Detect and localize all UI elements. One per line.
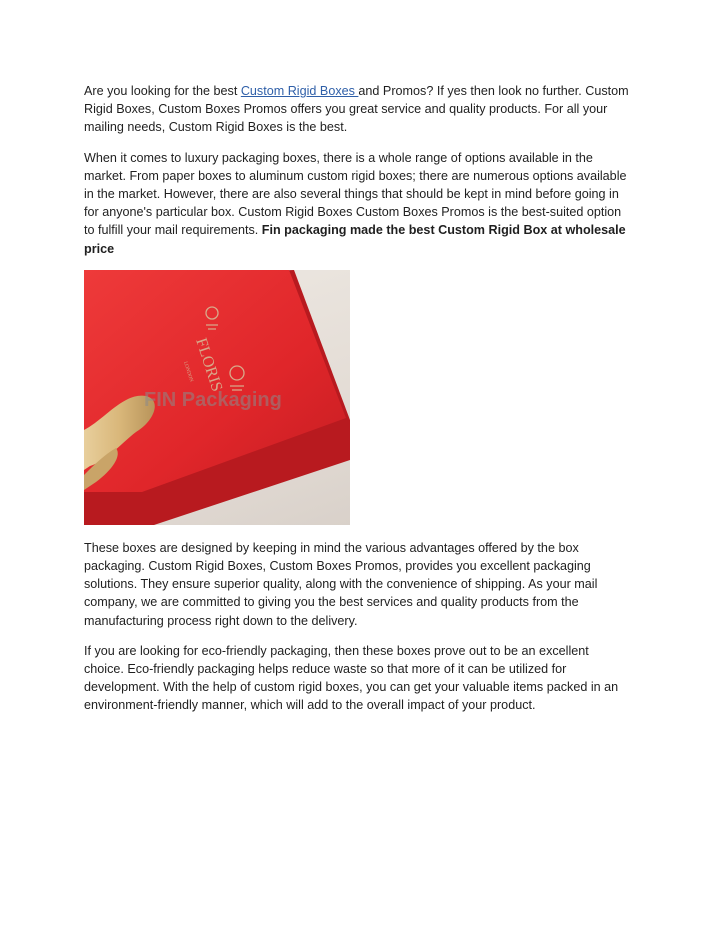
box-brand-text: FLORIS <box>192 335 226 394</box>
fin-packaging-bold-text: Fin packaging made the best Custom Rigid Box at wholesale price <box>84 223 626 256</box>
paragraph-advantages: These boxes are designed by keeping in mind the various advantages offered by the box packaging. Custom Rigid Boxes, Custom Boxes Promos, provides you excellent packaging solutions. They ensure superior quality, along with the convenience of shipping. As your mail company, we are committed to giving you the best services and quality products from the manufacturing process right down to the delivery. <box>84 540 598 628</box>
intro-text-start: Are you looking for the best <box>84 84 241 98</box>
article-body <box>84 82 629 727</box>
box-subtext: LONDON <box>182 360 194 383</box>
paragraph-eco-friendly: If you are looking for eco-friendly packaging, then these boxes prove out to be an excellent choice. Eco-friendly packaging helps reduce waste so that more of it can be utilized for development. With the help of custom rigid boxes, you can get your valuable items packed in an environment-friendly manner, which will add to the overall impact of your product. <box>84 643 619 713</box>
paragraph-luxury-packaging <box>84 149 629 258</box>
watermark-text: FIN Packaging <box>144 388 282 411</box>
red-rigid-box-photo <box>84 270 350 525</box>
paragraph-intro <box>84 82 629 137</box>
custom-rigid-boxes-link[interactable]: Custom Rigid Boxes <box>240 84 359 98</box>
box-illustration <box>84 270 350 525</box>
luxury-packaging-text: When it comes to luxury packaging boxes, there is a whole range of options available in the market. From paper boxes to aluminum custom rigid boxes; there are numerous options available in the market. However, there are also several things that should be kept in mind before going in for anyone's particular box. Custom Rigid Boxes Custom Boxes Promos is the best-suited option to fulfill your mail requirements. <box>84 150 627 238</box>
intro-text-end: and Promos? If yes then look no further. Custom Rigid Boxes, Custom Boxes Promos offers you great service and quality products. For all your mailing needs, Custom Rigid Boxes is the best. <box>84 84 629 135</box>
